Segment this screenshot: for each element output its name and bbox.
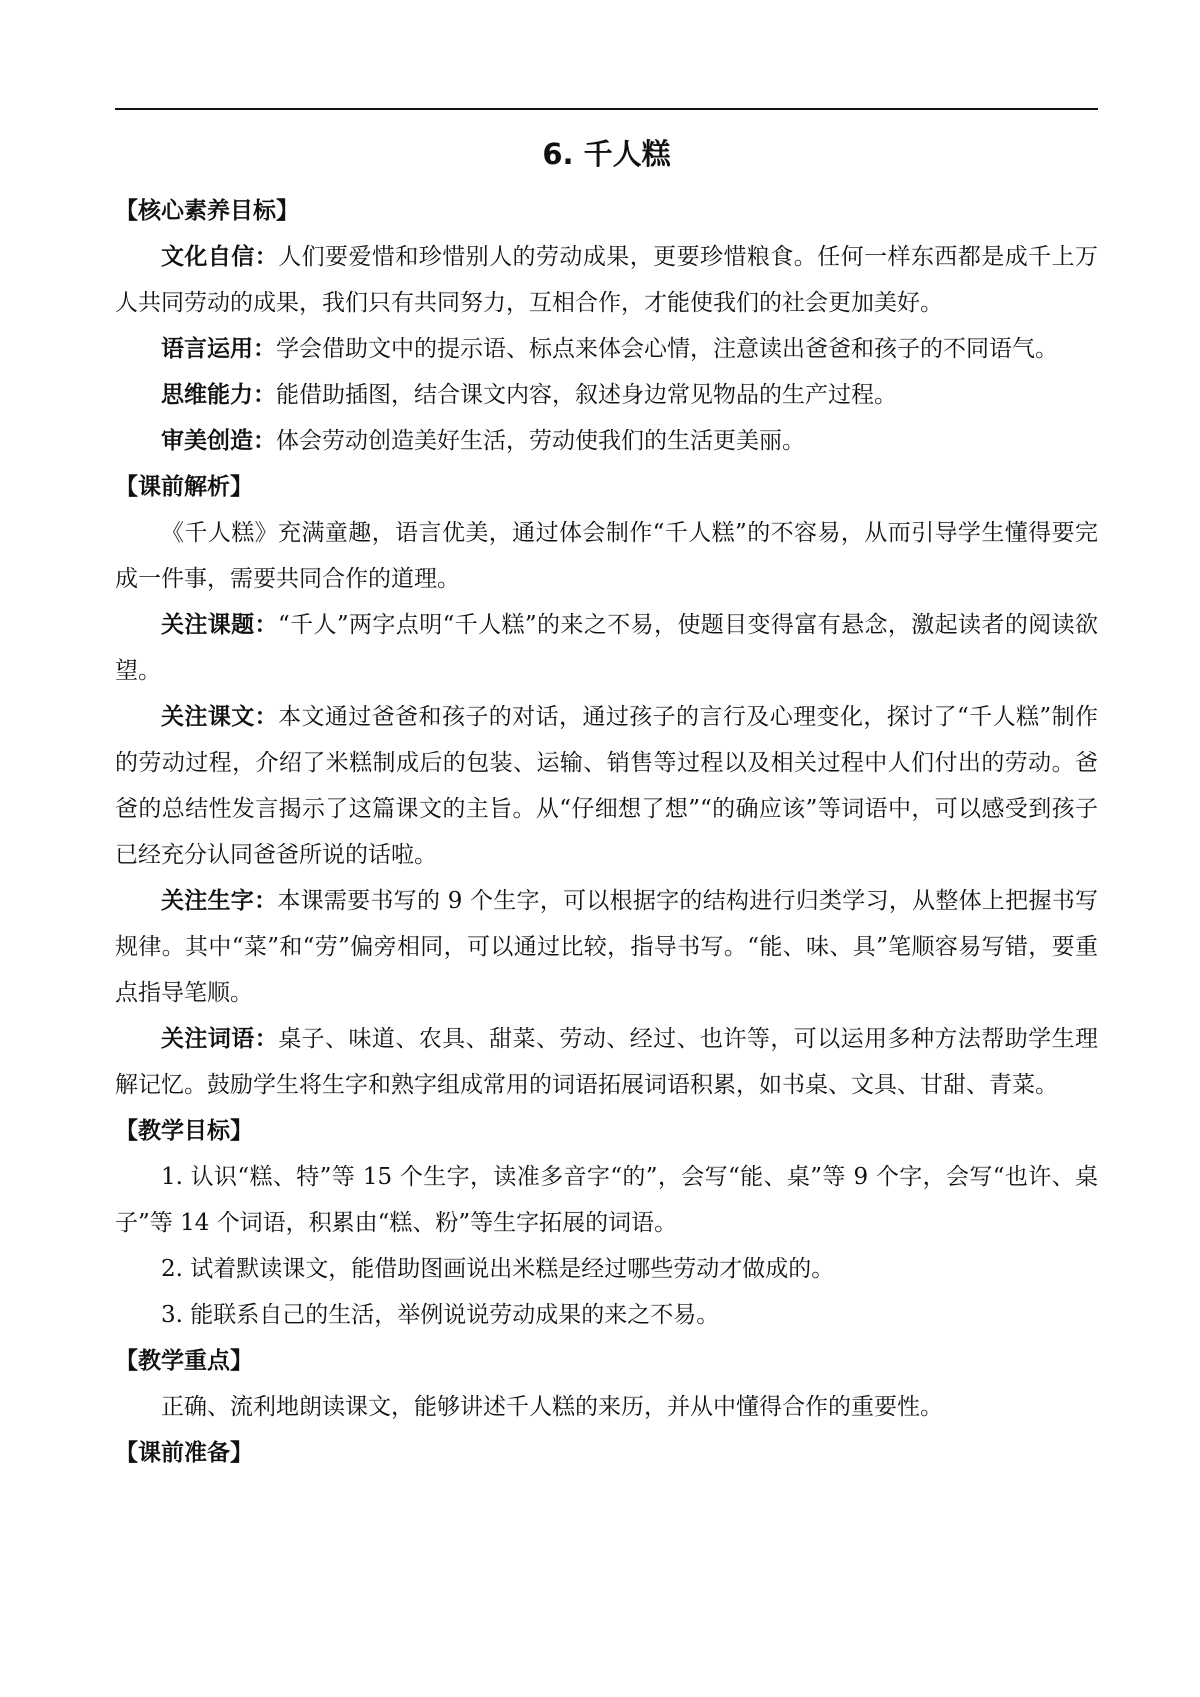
analysis-title-focus <box>115 602 1098 694</box>
heading-core-goals: 【核心素养目标】 <box>115 198 299 224</box>
document-body <box>115 128 1098 1476</box>
analysis-characters-focus <box>115 878 1098 1016</box>
goal-text: 体会劳动创造美好生活，劳动使我们的生活更美丽。 <box>276 428 805 454</box>
analysis-text: “千人”两字点明“千人糕”的来之不易，使题目变得富有悬念，激起读者的阅读欲望。 <box>115 612 1098 684</box>
teaching-goal-item: 1. 认识“糕、特”等 15 个生字，读准多音字“的”，会写“能、桌”等 9 个字，会写“也许、桌子”等 14 个词语，积累由“糕、粉”等生字拓展的词语。 <box>115 1164 1098 1236</box>
goal-label: 语言运用： <box>161 336 276 362</box>
teaching-goal-item: 3. 能联系自己的生活，举例说说劳动成果的来之不易。 <box>161 1302 720 1328</box>
teaching-goal-item: 2. 试着默读课文，能借助图画说出米糕是经过哪些劳动才做成的。 <box>161 1256 835 1282</box>
lesson-title: 6. 千人糕 <box>542 137 671 171</box>
goal-label: 审美创造： <box>161 428 276 454</box>
heading-teaching-goals: 【教学目标】 <box>115 1118 253 1144</box>
goal-label: 思维能力： <box>161 382 276 408</box>
analysis-label: 关注生字： <box>161 888 278 914</box>
analysis-text: 本文通过爸爸和孩子的对话，通过孩子的言行及心理变化，探讨了“千人糕”制作的劳动过程，介绍了米糕制成后的包装、运输、销售等过程以及相关过程中人们付出的劳动。爸爸的总结性发言揭示了这篇课文的主旨。从“仔细想了想”“的确应该”等词语中，可以感受到孩子已经充分认同爸爸所说的话啦。 <box>115 704 1098 868</box>
analysis-intro: 《千人糕》充满童趣，语言优美，通过体会制作“千人糕”的不容易，从而引导学生懂得要完成一件事，需要共同合作的道理。 <box>115 520 1098 592</box>
goal-label: 文化自信： <box>161 244 279 270</box>
header-rule <box>115 108 1098 110</box>
key-points-text: 正确、流利地朗读课文，能够讲述千人糕的来历，并从中懂得合作的重要性。 <box>161 1394 943 1420</box>
goal-language <box>115 326 1098 372</box>
analysis-label: 关注课文： <box>161 704 279 730</box>
analysis-words-focus <box>115 1016 1098 1108</box>
heading-pre-analysis: 【课前解析】 <box>115 474 253 500</box>
analysis-text-focus <box>115 694 1098 878</box>
goal-aesthetic <box>115 418 1098 464</box>
analysis-text: 本课需要书写的 9 个生字，可以根据字的结构进行归类学习，从整体上把握书写规律。其中“菜”和“劳”偏旁相同，可以通过比较，指导书写。“能、味、具”笔顺容易写错，要重点指导笔顺。 <box>115 888 1098 1006</box>
goal-text: 能借助插图，结合课文内容，叙述身边常见物品的生产过程。 <box>276 382 897 408</box>
goal-culture <box>115 234 1098 326</box>
analysis-label: 关注词语： <box>161 1026 279 1052</box>
goal-thinking <box>115 372 1098 418</box>
goal-text: 学会借助文中的提示语、标点来体会心情，注意读出爸爸和孩子的不同语气。 <box>276 336 1058 362</box>
goal-text: 人们要爱惜和珍惜别人的劳动成果，更要珍惜粮食。任何一样东西都是成千上万人共同劳动的成果，我们只有共同努力，互相合作，才能使我们的社会更加美好。 <box>115 244 1099 316</box>
analysis-label: 关注课题： <box>161 612 278 638</box>
heading-key-points: 【教学重点】 <box>115 1348 253 1374</box>
analysis-text: 桌子、味道、农具、甜菜、劳动、经过、也许等，可以运用多种方法帮助学生理解记忆。鼓励学生将生字和熟字组成常用的词语拓展词语积累，如书桌、文具、甘甜、青菜。 <box>115 1026 1099 1098</box>
heading-preparation: 【课前准备】 <box>115 1440 253 1466</box>
